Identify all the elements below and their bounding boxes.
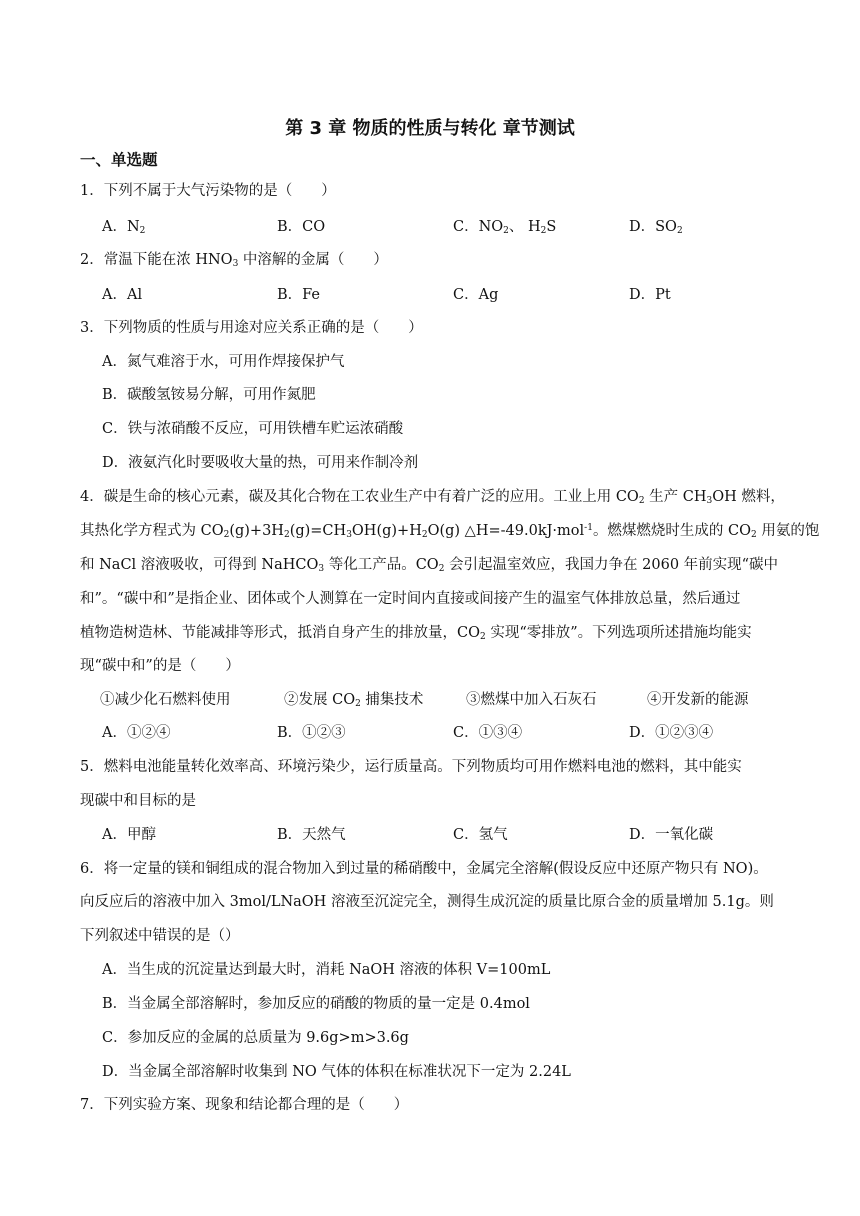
question-6-line-3: 下列叙述中错误的是（）: [80, 928, 240, 944]
question-4-option-b[interactable]: B．①②③: [277, 725, 346, 741]
question-4-line-1: 4．碳是生命的核心元素，碳及其化合物在工农业生产中有着广泛的应用。工业上用 $CO_2$ 生产 $CH_3OH$ 燃料，: [80, 489, 785, 506]
question-4-measure-4: ④开发新的能源: [647, 692, 749, 708]
question-5-option-a[interactable]: A．甲醇: [102, 827, 156, 843]
question-4-measure-3: ③燃煤中加入石灰石: [466, 692, 597, 708]
question-3-option-a[interactable]: A．氮气难溶于水，可用作焊接保护气: [102, 354, 345, 370]
question-3-option-c[interactable]: C．铁与浓硝酸不反应，可用铁槽车贮运浓硝酸: [102, 421, 404, 437]
question-4-option-d[interactable]: D．①②③④: [629, 725, 714, 741]
question-2-option-a[interactable]: A．Al: [102, 287, 143, 303]
question-6-option-b[interactable]: B．当金属全部溶解时，参加反应的硝酸的物质的量一定是 0.4mol: [102, 996, 530, 1012]
question-3-option-d[interactable]: D．液氨汽化时要吸收大量的热，可用来作制冷剂: [102, 455, 419, 471]
question-4-option-c[interactable]: C．①③④: [453, 725, 523, 741]
question-4-line-4: 和”。“碳中和”是指企业、团体或个人测算在一定时间内直接或间接产生的温室气体排放总量，然后通过: [80, 591, 741, 607]
question-4-option-a[interactable]: A．①②④: [102, 725, 171, 741]
question-5-line-1: 5．燃料电池能量转化效率高、环境污染少，运行质量高。下列物质均可用作燃料电池的燃料，其中能实: [80, 759, 742, 775]
page-title: 第 3 章 物质的性质与转化 章节测试: [285, 118, 575, 139]
section-heading: 一、单选题: [80, 151, 158, 169]
question-3-option-b[interactable]: B．碳酸氢铵易分解，可用作氮肥: [102, 387, 316, 403]
question-4-measure-1: ①减少化石燃料使用: [100, 692, 231, 708]
question-6-line-1: 6．将一定量的镁和铜组成的混合物加入到过量的稀硝酸中，金属完全溶解(假设反应中还原产物只有 NO)。: [80, 861, 768, 877]
question-6-option-c[interactable]: C．参加反应的金属的总质量为 9.6g>m>3.6g: [102, 1030, 409, 1046]
question-7-stem: 7．下列实验方案、现象和结论都合理的是（ ）: [80, 1097, 409, 1113]
question-4-line-2: 其热化学方程式为 $CO_2(g)+3H_2(g)=CH_3OH(g)+H_2O(g)$ △H=-49.0kJ·mol$^{-1}$。燃煤燃烧时生成的 $CO_2$ 用氨的饱: [80, 523, 820, 540]
question-2-option-c[interactable]: C．Ag: [453, 287, 499, 303]
question-4-line-6: 现“碳中和”的是（ ）: [80, 658, 240, 674]
question-6-line-2: 向反应后的溶液中加入 3mol/LNaOH 溶液至沉淀完全，测得生成沉淀的质量比原合金的质量增加 5.1g。则: [80, 894, 774, 910]
question-2-option-b[interactable]: B．Fe: [277, 287, 321, 303]
question-3-stem: 3．下列物质的性质与用途对应关系正确的是（ ）: [80, 320, 423, 336]
question-4-line-3: 和 NaCl 溶液吸收，可得到 NaHCO$_3$ 等化工产品。$CO_2$ 会引起温室效应，我国力争在 2060 年前实现“碳中: [80, 557, 779, 574]
question-5-line-2: 现碳中和目标的是: [80, 793, 196, 809]
question-1-option-b[interactable]: B．CO: [277, 219, 326, 235]
question-5-option-c[interactable]: C．氢气: [453, 827, 508, 843]
question-5-option-d[interactable]: D．一氧化碳: [629, 827, 714, 843]
question-4-measure-2: ②发展 $CO_2$ 捕集技术: [284, 692, 424, 709]
question-4-line-5: 植物造树造林、节能减排等形式，抵消自身产生的排放量，$CO_2$ 实现“零排放”。下列选项所述措施均能实: [80, 625, 752, 642]
question-2-option-d[interactable]: D．Pt: [629, 287, 671, 303]
question-6-option-a[interactable]: A．当生成的沉淀量达到最大时，消耗 NaOH 溶液的体积 V=100mL: [102, 962, 551, 978]
question-1-option-a[interactable]: A．$N_2$: [102, 219, 146, 236]
question-2-stem: 2．常温下能在浓 $HNO_3$ 中溶解的金属（ ）: [80, 252, 388, 269]
question-5-option-b[interactable]: B．天然气: [277, 827, 346, 843]
question-6-option-d[interactable]: D．当金属全部溶解时收集到 NO 气体的体积在标准状况下一定为 2.24L: [102, 1064, 571, 1080]
question-1-stem: 1．下列不属于大气污染物的是（ ）: [80, 183, 336, 199]
question-1-option-d[interactable]: D．$SO_2$: [629, 219, 683, 236]
question-1-option-c[interactable]: C．$NO_2$、 $H_2S$: [453, 219, 557, 236]
